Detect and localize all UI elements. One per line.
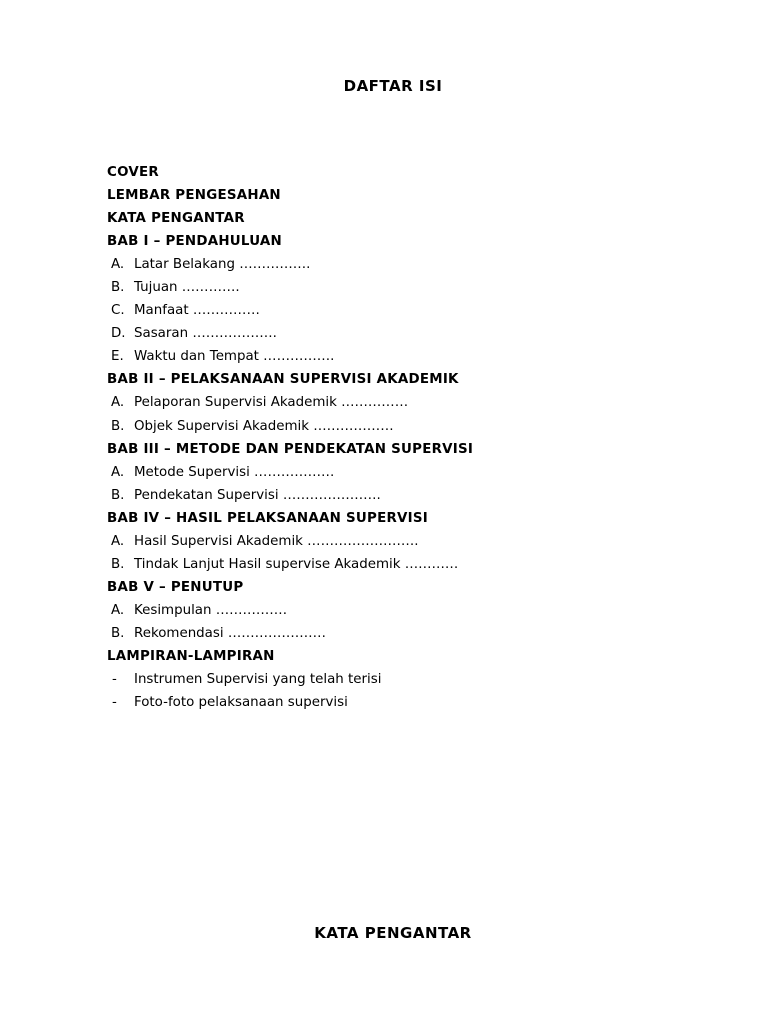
toc-item [107, 556, 667, 579]
toc-heading-text: BAB I – PENDAHULUAN [107, 234, 283, 250]
toc-item-marker: A. [111, 464, 125, 480]
toc-item [107, 625, 667, 648]
toc-heading [107, 579, 667, 602]
toc-item-text: Objek Supervisi Akademik ……………… [134, 418, 394, 434]
toc-heading-text: COVER [107, 165, 159, 180]
toc-heading [107, 187, 667, 210]
toc-heading-text: BAB II – PELAKSANAAN SUPERVISI AKADEMIK [107, 372, 459, 388]
toc-item-marker: B. [111, 556, 125, 572]
toc-item-text: Rekomendasi …………………. [134, 625, 326, 641]
toc-heading-text: BAB IV – HASIL PELAKSANAAN SUPERVISI [107, 510, 428, 526]
toc-item [107, 302, 667, 325]
toc-heading [107, 510, 667, 533]
toc-bullet-item [107, 671, 667, 694]
toc-item-text: Instrumen Supervisi yang telah terisi [134, 672, 382, 688]
toc-heading-text: BAB V – PENUTUP [107, 579, 244, 595]
toc-item [107, 325, 667, 348]
toc-item-text: Manfaat …………… [134, 303, 260, 319]
toc-item [107, 348, 667, 371]
toc-item-marker: B. [111, 487, 125, 503]
toc-item-text: Kesimpulan ……………. [134, 602, 287, 618]
toc-item-marker: C. [111, 303, 125, 319]
next-section-title: KATA PENGANTAR [314, 924, 472, 942]
toc-heading-text: BAB III – METODE DAN PENDEKATAN SUPERVISI [107, 441, 474, 457]
toc-item [107, 256, 667, 279]
toc-item-marker: - [112, 695, 117, 711]
toc-item-marker: E. [111, 349, 124, 365]
toc-heading-text: KATA PENGANTAR [107, 211, 245, 227]
toc-item-text: Tujuan …………. [134, 280, 240, 296]
toc-item-marker: A. [111, 602, 125, 618]
toc-heading [107, 210, 667, 233]
toc-item [107, 487, 667, 510]
toc-item-text: Foto-foto pelaksanaan supervisi [134, 695, 348, 711]
toc-item-marker: A. [111, 395, 125, 411]
toc-item-marker: D. [111, 326, 126, 342]
toc-heading [107, 164, 667, 187]
toc-item [107, 394, 667, 417]
toc-heading [107, 648, 667, 671]
toc-item-marker: B. [111, 625, 125, 641]
toc-item-marker: A. [111, 257, 125, 273]
toc-item-text: Pendekatan Supervisi …………………. [134, 487, 381, 503]
table-of-contents [107, 164, 667, 717]
toc-item-marker: - [112, 672, 117, 688]
toc-heading [107, 441, 667, 464]
toc-item [107, 418, 667, 441]
toc-item-marker: B. [111, 280, 125, 296]
toc-item-marker: A. [111, 533, 125, 549]
toc-item [107, 279, 667, 302]
toc-item [107, 464, 667, 487]
toc-item-text: Hasil Supervisi Akademik ……………………. [134, 533, 419, 549]
toc-item [107, 602, 667, 625]
toc-item-text: Sasaran ………………. [134, 326, 277, 342]
toc-heading [107, 371, 667, 394]
toc-item-text: Metode Supervisi ……………… [134, 464, 335, 480]
toc-item-marker: B. [111, 418, 125, 434]
toc-heading [107, 233, 667, 256]
toc-bullet-item [107, 694, 667, 717]
toc-item-text: Waktu dan Tempat ……………. [134, 349, 335, 365]
toc-heading-text: LEMBAR PENGESAHAN [107, 188, 281, 204]
toc-item-text: Latar Belakang ……………. [134, 257, 311, 273]
toc-item [107, 533, 667, 556]
toc-item-text: Pelaporan Supervisi Akademik …………… [134, 395, 409, 411]
toc-item-text: Tindak Lanjut Hasil supervise Akademik ………… [134, 556, 459, 572]
toc-heading-text: LAMPIRAN-LAMPIRAN [107, 648, 275, 664]
page-title: DAFTAR ISI [343, 77, 443, 95]
